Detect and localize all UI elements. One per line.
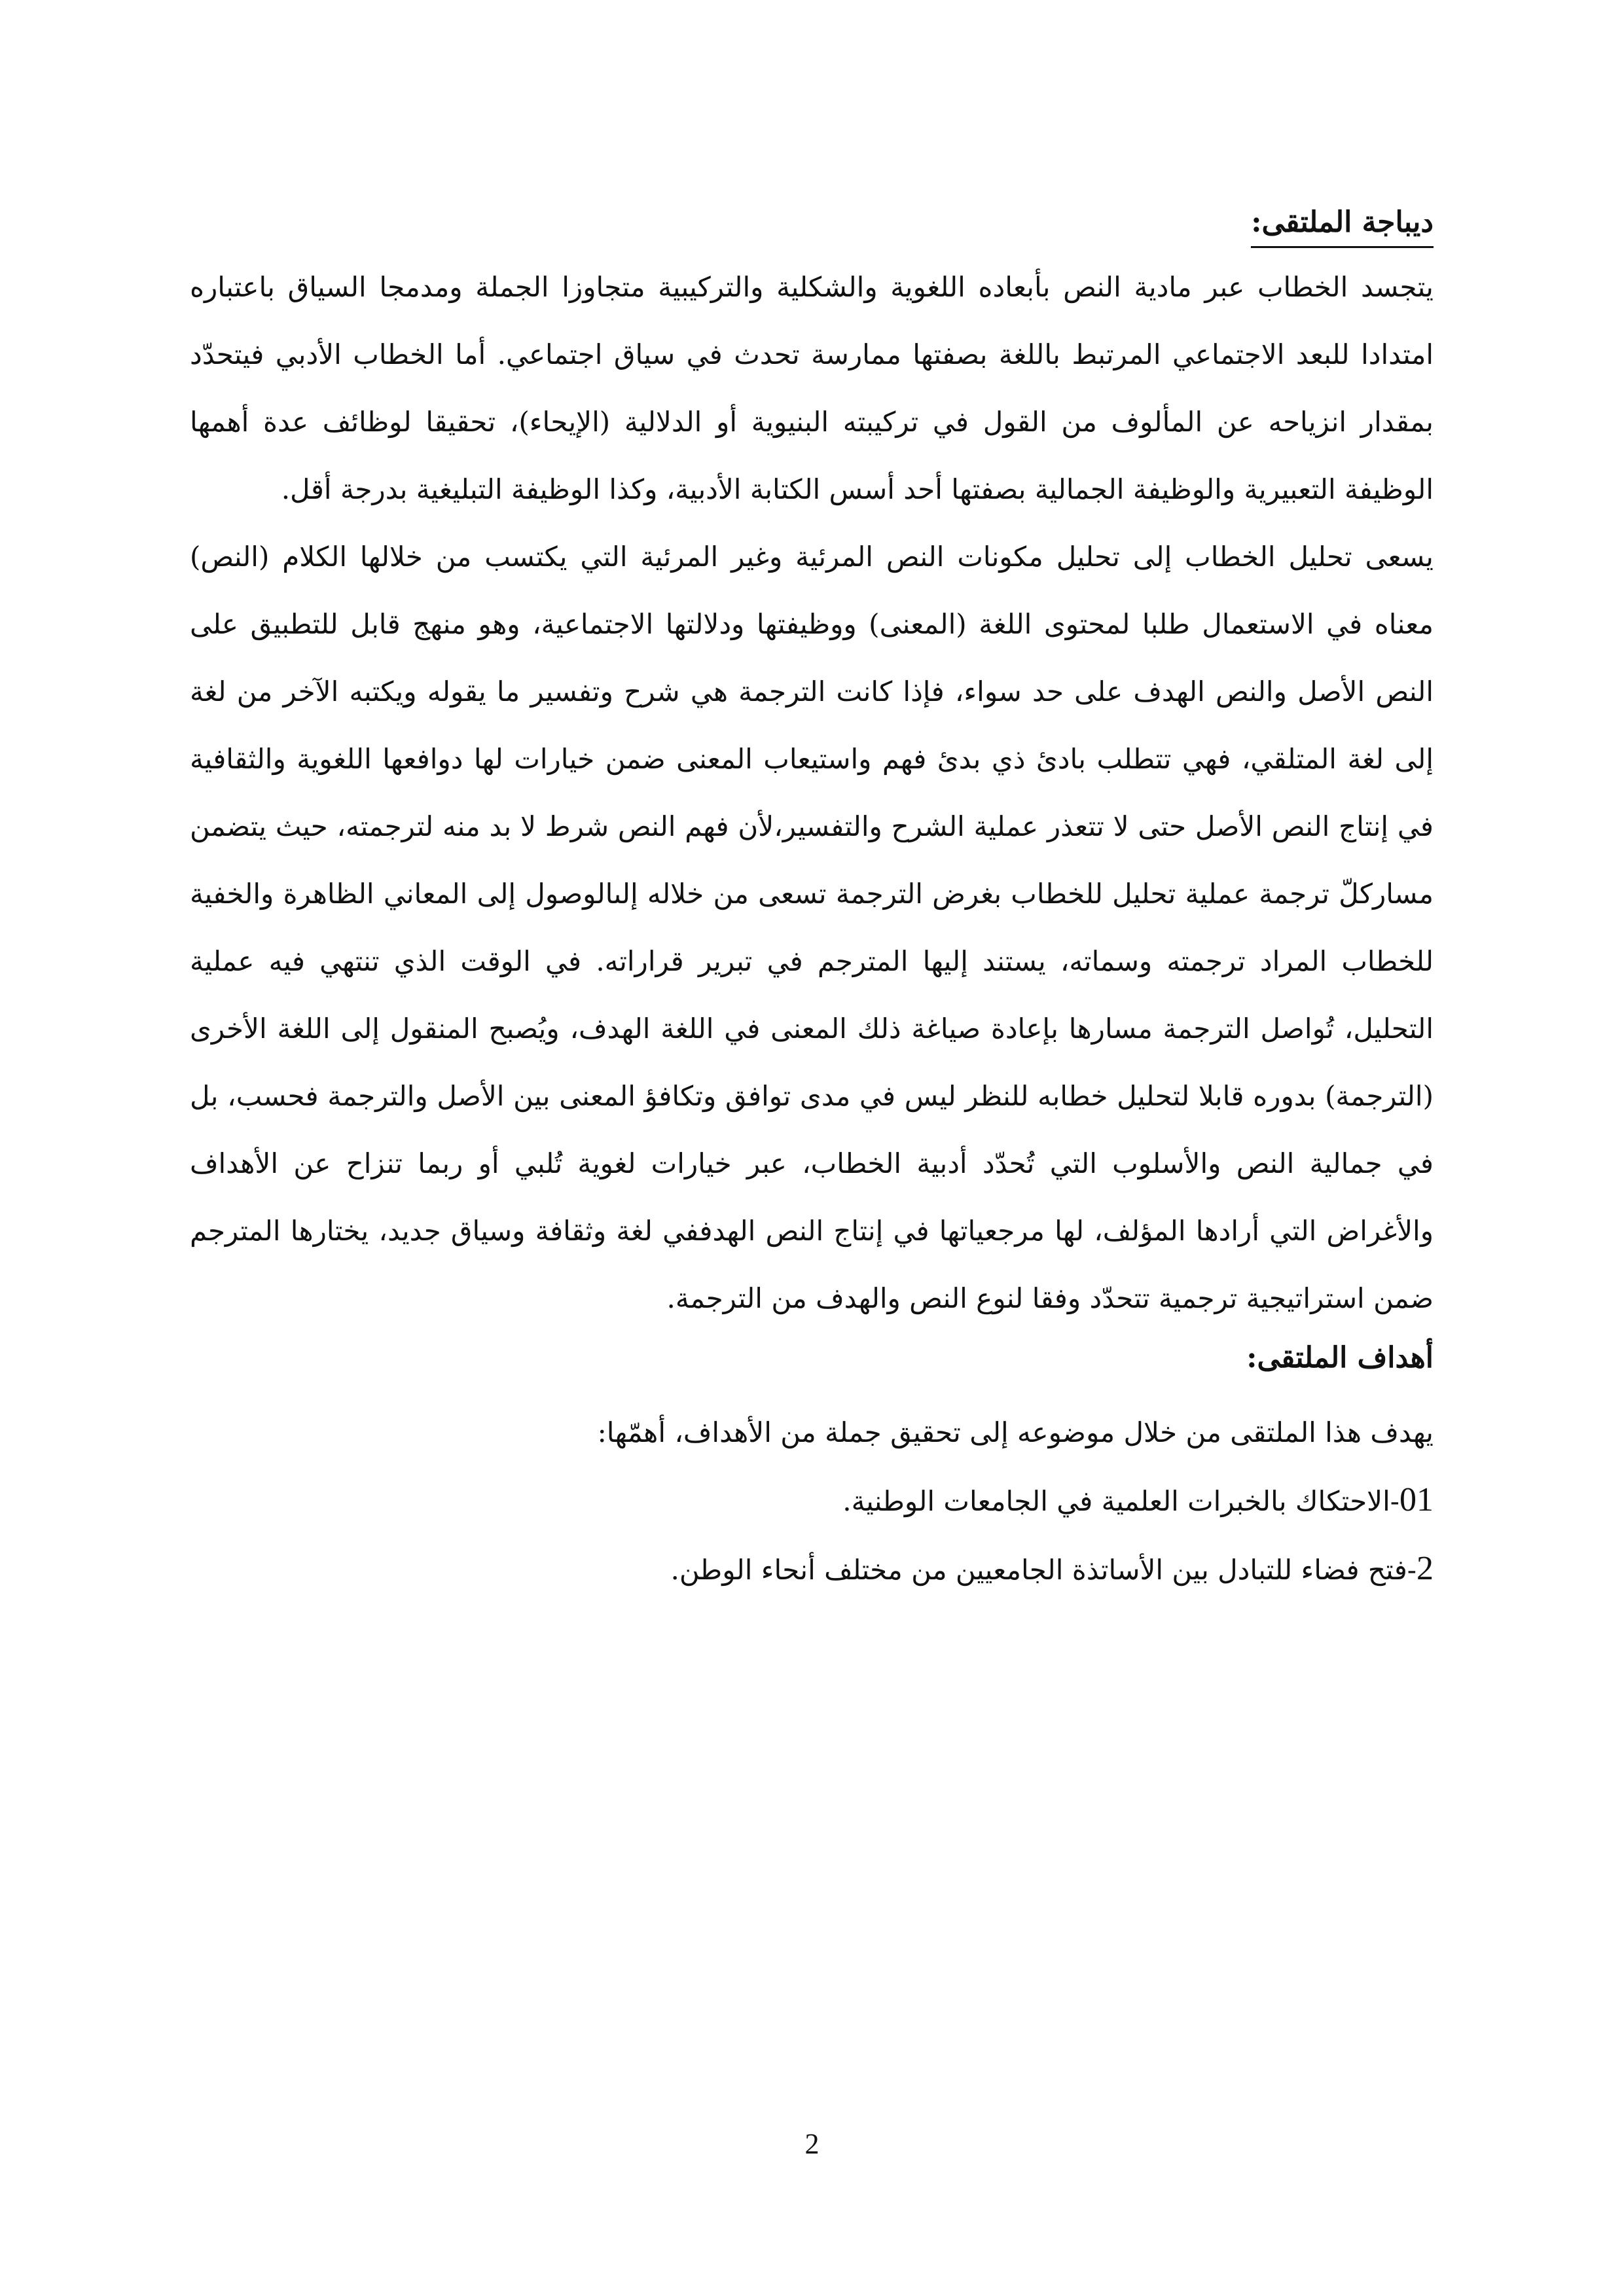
objective-number: 01 bbox=[1399, 1481, 1434, 1518]
intro-section bbox=[190, 196, 1434, 1332]
page-number: 2 bbox=[804, 2128, 820, 2160]
objective-item-2 bbox=[190, 1535, 1434, 1604]
intro-heading-line bbox=[190, 196, 1434, 253]
objectives-section bbox=[190, 1332, 1434, 1604]
document-page bbox=[190, 196, 1434, 2160]
objective-text: -فتح فضاء للتبادل بين الأساتذة الجامعيين من مختلف أنحاء الوطن. bbox=[670, 1554, 1416, 1586]
intro-paragraph-2: يسعى تحليل الخطاب إلى تحليل مكونات النص المرئية وغير المرئية التي يكتسب من خلالها الكلام (النص) معناه في الاستعمال طلبا لمحتوى اللغة (المعنى) ووظيفتها ودلالتها الاجتماعية، وهو منهج قابل للتطبيق على النص الأصل والنص الهدف على حد سواء، فإذا كانت الترجمة هي شرح وتفسير ما يقوله ويكتبه الآخر من لغة إلى لغة المتلقي، فهي تتطلب بادئ ذي بدئ فهم واستيعاب المعنى ضمن خيارات لها دوافعها اللغوية والثقافية في إنتاج النص الأصل حتى لا تتعذر عملية الشرح والتفسير،لأن فهم النص شرط لا بد منه لترجمته، حيث يتضمن مساركلّ ترجمة عملية تحليل للخطاب بغرض الترجمة تسعى من خلاله إلىالوصول إلى المعاني الظاهرة والخفية للخطاب المراد ترجمته وسماته، يستند إليها المترجم في تبرير قراراته. في الوقت الذي تنتهي فيه عملية التحليل، تُواصل الترجمة مسارها بإعادة صياغة ذلك المعنى في اللغة الهدف، ويُصبح المنقول إلى اللغة الأخرى (الترجمة) بدوره قابلا لتحليل خطابه للنظر ليس في مدى توافق وتكافؤ المعنى بين الأصل والترجمة فحسب، بل في جمالية النص والأسلوب التي تُحدّد أدبية الخطاب، عبر خيارات لغوية تُلبي أو ربما تنزاح عن الأهداف والأغراض التي أرادها المؤلف، لها مرجعياتها في إنتاج النص الهدففي لغة وثقافة وسياق جديد، يختارها المترجم ضمن استراتيجية ترجمية تتحدّد وفقا لنوع النص والهدف من الترجمة. bbox=[190, 541, 1434, 1314]
objective-number: 2 bbox=[1416, 1550, 1434, 1587]
objectives-intro: يهدف هذا الملتقى من خلال موضوعه إلى تحقيق جملة من الأهداف، أهمّها: bbox=[597, 1416, 1434, 1448]
objective-text: -الاحتكاك بالخبرات العلمية في الجامعات الوطنية. bbox=[842, 1485, 1399, 1517]
objectives-heading: أهداف الملتقى: bbox=[1246, 1341, 1434, 1374]
intro-heading: ديباجة الملتقى: bbox=[1251, 202, 1434, 248]
intro-paragraph-1: يتجسد الخطاب عبر مادية النص بأبعاده اللغوية والشكلية والتركيبية متجاوزا الجملة ومدمجا السياق باعتباره امتدادا للبعد الاجتماعي المرتبط باللغة بصفتها ممارسة تحدث في سياق اجتماعي. أما الخطاب الأدبي فيتحدّد بمقدار انزياحه عن المألوف من القول في تركيبته البنيوية أو الدلالية (الإيحاء)، تحقيقا لوظائف عدة أهمها الوظيفة التعبيرية والوظيفة الجمالية بصفتها أحد أسس الكتابة الأدبية، وكذا الوظيفة التبليغية بدرجة أقل. bbox=[190, 271, 1434, 505]
objective-item-1 bbox=[190, 1466, 1434, 1535]
